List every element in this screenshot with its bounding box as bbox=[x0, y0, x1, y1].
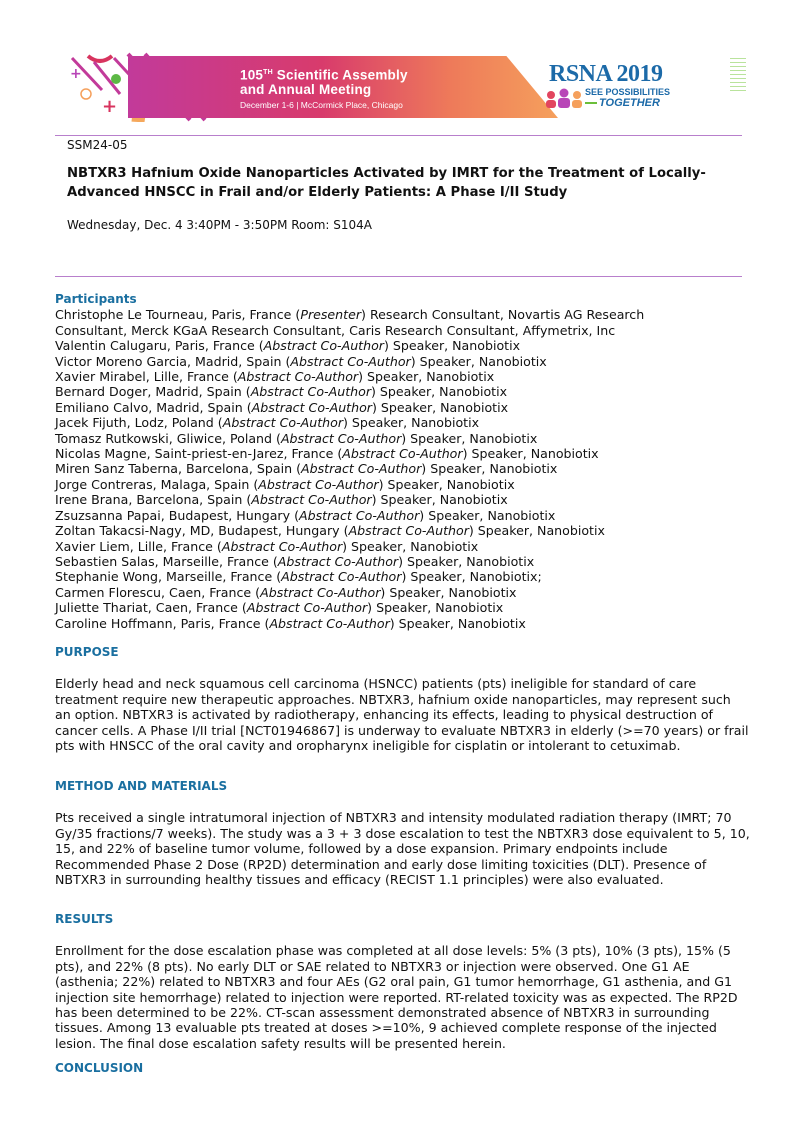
purpose-body: Elderly head and neck squamous cell carcinoma (HSNCC) patients (pts) ineligible for standard of care treatment require new therapeutic approaches. NBTXR3, hafnium oxide nanoparticles, may represent such an option. NBTXR3 is activated by radiotherapy, enhancing its effects, leading to physical destruction of cancer cells. A Phase I/II trial [NCT01946867] is underway to evaluate NBTXR3 in elderly (>=70 years) or frail pts with HNSCC of the oral cavity and oropharynx ineligible for cisplatin or intolerant to cetuximab. bbox=[55, 676, 749, 754]
participant-role: Abstract Co-Author bbox=[251, 399, 372, 415]
participant-role: Abstract Co-Author bbox=[342, 446, 463, 462]
participants-list bbox=[55, 307, 755, 631]
participant-row bbox=[55, 338, 755, 353]
conclusion-heading: CONCLUSION bbox=[55, 1061, 144, 1075]
people-icon bbox=[545, 88, 583, 108]
svg-text:+: + bbox=[70, 66, 82, 82]
participant-row bbox=[55, 400, 755, 415]
participant-row bbox=[55, 508, 755, 523]
session-id: SSM24-05 bbox=[67, 138, 128, 152]
menu-lines-icon bbox=[730, 58, 746, 92]
meeting-banner bbox=[60, 50, 760, 122]
divider-bottom bbox=[55, 276, 742, 277]
participant-row bbox=[55, 307, 755, 322]
banner-text bbox=[240, 66, 408, 110]
participant-role: Presenter bbox=[300, 307, 362, 323]
participant-role: Abstract Co-Author bbox=[348, 523, 469, 539]
participant-row bbox=[55, 600, 755, 615]
conclusion-section bbox=[55, 1061, 750, 1092]
banner-title-line2: and Annual Meeting bbox=[240, 81, 372, 97]
participant-row bbox=[55, 384, 755, 399]
participant-affiliation: ) Speaker, Nanobiotix bbox=[380, 584, 517, 600]
participant-row bbox=[55, 492, 755, 507]
purpose-heading: PURPOSE bbox=[55, 645, 119, 659]
participant-affiliation: ) Speaker, Nanobiotix bbox=[342, 538, 479, 554]
participant-role: Abstract Co-Author bbox=[221, 538, 343, 554]
participant-name: Zoltan Takacsi-Nagy, MD, Budapest, Hungary ( bbox=[55, 523, 349, 539]
participant-name: Stephanie Wong, Marseille, France ( bbox=[55, 569, 282, 585]
participant-role: Abstract Co-Author bbox=[263, 338, 384, 354]
participant-affiliation: ) Speaker, Nanobiotix bbox=[401, 430, 538, 446]
participant-affiliation: ) Speaker, Nanobiotix bbox=[410, 353, 547, 369]
divider-top bbox=[55, 135, 742, 136]
participant-role: Abstract Co-Author bbox=[281, 569, 402, 585]
participant-name: Xavier Liem, Lille, France ( bbox=[55, 538, 222, 554]
methods-heading: METHOD AND MATERIALS bbox=[55, 779, 228, 793]
participant-name: Miren Sanz Taberna, Barcelona, Spain ( bbox=[55, 461, 301, 477]
participant-row bbox=[55, 354, 755, 369]
logo-tagline-1: SEE POSSIBILITIES bbox=[585, 87, 671, 97]
participant-name: Xavier Mirabel, Lille, France ( bbox=[55, 369, 238, 385]
participant-affiliation: ) Speaker, Nanobiotix bbox=[468, 523, 605, 539]
methods-body: Pts received a single intratumoral injection of NBTXR3 and intensity modulated radiation therapy (IMRT; 70 Gy/35 fractions/7 weeks). The study was a 3 + 3 dose escalation to test the NBTXR3 dose equivalent to 5, 10, 15, and 22% of baseline tumor volume, followed by a dose expansion. Primary endpoints include Recommended Phase 2 Dose (RP2D) determination and early dose limiting toxicities (DLT). Presence of NBTXR3 in surrounding healthy tissues and efficacy (RECIST 1.1 principles) were also evaluated. bbox=[55, 810, 750, 888]
participants-heading: Participants bbox=[55, 292, 137, 306]
logo-tagline-2-text: TOGETHER bbox=[599, 97, 660, 109]
participant-affiliation: ) Speaker, Nanobiotix bbox=[371, 492, 508, 508]
participant-name: Jacek Fijuth, Lodz, Poland ( bbox=[55, 415, 223, 431]
participant-affiliation: ) Speaker, Nanobiotix bbox=[421, 461, 558, 477]
participant-role: Abstract Co-Author bbox=[300, 461, 422, 477]
participant-name: Irene Brana, Barcelona, Spain ( bbox=[55, 492, 252, 508]
methods-section bbox=[55, 779, 750, 887]
participant-affiliation: ) Research Consultant, Novartis AG Research bbox=[361, 307, 645, 323]
abstract-title: NBTXR3 Hafnium Oxide Nanoparticles Activated by IMRT for the Treatment of Locally-Advanced HNSCC in Frail and/or Elderly Patients: A Phase I/II Study bbox=[67, 166, 706, 200]
participant-affiliation: ) Speaker, Nanobiotix bbox=[367, 600, 504, 616]
participant-row bbox=[55, 569, 755, 584]
rsna-logo bbox=[545, 62, 705, 112]
participant-name: Emiliano Calvo, Madrid, Spain ( bbox=[55, 399, 252, 415]
participant-role: Abstract Co-Author bbox=[298, 507, 420, 523]
participant-name: Jorge Contreras, Malaga, Spain ( bbox=[55, 476, 259, 492]
participant-name: Bernard Doger, Madrid, Spain ( bbox=[55, 384, 251, 400]
participant-affiliation: ) Speaker, Nanobiotix bbox=[358, 369, 495, 385]
participant-affiliation: ) Speaker, Nanobiotix bbox=[383, 338, 521, 354]
participant-affiliation: ) Speaker, Nanobiotix bbox=[389, 615, 526, 631]
participant-affiliation: ) Speaker, Nanobiotix; bbox=[401, 569, 542, 585]
participant-role: Abstract Co-Author bbox=[277, 553, 399, 569]
results-section bbox=[55, 912, 750, 1051]
dash-icon bbox=[585, 102, 597, 104]
participant-role: Abstract Co-Author bbox=[290, 353, 411, 369]
participant-affiliation: ) Speaker, Nanobiotix bbox=[378, 476, 515, 492]
participant-role: Abstract Co-Author bbox=[237, 369, 359, 385]
participant-affiliation: ) Speaker, Nanobiotix bbox=[343, 415, 480, 431]
participant-row bbox=[55, 585, 755, 600]
banner-title-line1: 105TH Scientific Assembly bbox=[240, 67, 408, 83]
participant-row bbox=[55, 539, 755, 554]
participant-role: Abstract Co-Author bbox=[246, 600, 368, 616]
participant-name: Zsuzsanna Papai, Budapest, Hungary ( bbox=[55, 507, 299, 523]
participant-name: Christophe Le Tourneau, Paris, France ( bbox=[55, 307, 301, 323]
participant-name: Carmen Florescu, Caen, France ( bbox=[55, 584, 261, 600]
participant-name: Nicolas Magne, Saint-priest-en-Jarez, France ( bbox=[55, 446, 343, 462]
logo-text: RSNA 2019 bbox=[549, 61, 663, 87]
participants-section bbox=[55, 292, 755, 631]
participant-row bbox=[55, 431, 755, 446]
participant-affiliation: ) Speaker, Nanobiotix bbox=[419, 507, 556, 523]
participant-row bbox=[55, 323, 755, 338]
participant-name: Tomasz Rutkowski, Gliwice, Poland ( bbox=[55, 430, 281, 446]
participant-row bbox=[55, 554, 755, 569]
participant-row bbox=[55, 616, 755, 631]
banner-subtitle: December 1-6 | McCormick Place, Chicago bbox=[240, 99, 403, 110]
participant-role: Abstract Co-Author bbox=[250, 384, 371, 400]
participant-affiliation: ) Speaker, Nanobiotix bbox=[462, 446, 599, 462]
participant-name: Sebastien Salas, Marseille, France ( bbox=[55, 553, 278, 569]
participant-name: Juliette Thariat, Caen, France ( bbox=[55, 600, 247, 616]
participant-role: Abstract Co-Author bbox=[280, 430, 402, 446]
participant-row bbox=[55, 477, 755, 492]
purpose-section bbox=[55, 645, 750, 753]
participant-name: Victor Moreno Garcia, Madrid, Spain ( bbox=[55, 353, 291, 369]
participant-affiliation: ) Speaker, Nanobiotix bbox=[371, 399, 509, 415]
participant-row bbox=[55, 446, 755, 461]
participant-row bbox=[55, 461, 755, 476]
participant-role: Abstract Co-Author bbox=[260, 584, 381, 600]
participant-name: Caroline Hoffmann, Paris, France ( bbox=[55, 615, 270, 631]
results-heading: RESULTS bbox=[55, 912, 114, 926]
participant-name: Consultant, Merck KGaA Research Consultant, Caris Research Consultant, Affymetrix, Inc bbox=[55, 322, 616, 338]
participant-row bbox=[55, 415, 755, 430]
svg-text:+: + bbox=[102, 96, 118, 117]
participant-role: Abstract Co-Author bbox=[251, 492, 372, 508]
results-body: Enrollment for the dose escalation phase was completed at all dose levels: 5% (3 pts), 10% (3 pts), 15% (5 pts), and 22% (8 pts). No early DLT or SAE related to NBTXR3 or injection were observed. One G1 AE (asthenia; 22%) related to NBTXR3 and four AEs (G2 oral pain, G1 tumor hemorrhage, G1 asthenia, and G1 injection site hemorrhage) related to injection were reported. RT-related toxicity was as expected. The RP2D has been determined to be 22%. CT-scan assessment demonstrated absence of NBTXR3 in surrounding tissues. Among 13 evaluable pts treated at doses >=10%, 9 achieved complete response of the injected lesion. The final dose escalation safety results will be presented herein. bbox=[55, 943, 738, 1051]
participant-role: Abstract Co-Author bbox=[258, 476, 379, 492]
participant-name: Valentin Calugaru, Paris, France ( bbox=[55, 338, 264, 354]
participant-role: Abstract Co-Author bbox=[269, 615, 390, 631]
participant-affiliation: ) Speaker, Nanobiotix bbox=[398, 553, 535, 569]
participant-row bbox=[55, 369, 755, 384]
participant-affiliation: ) Speaker, Nanobiotix bbox=[371, 384, 508, 400]
logo-tagline-2 bbox=[585, 97, 660, 109]
participant-row bbox=[55, 523, 755, 538]
session-time: Wednesday, Dec. 4 3:40PM - 3:50PM Room: S104A bbox=[67, 218, 373, 232]
participant-role: Abstract Co-Author bbox=[222, 415, 344, 431]
